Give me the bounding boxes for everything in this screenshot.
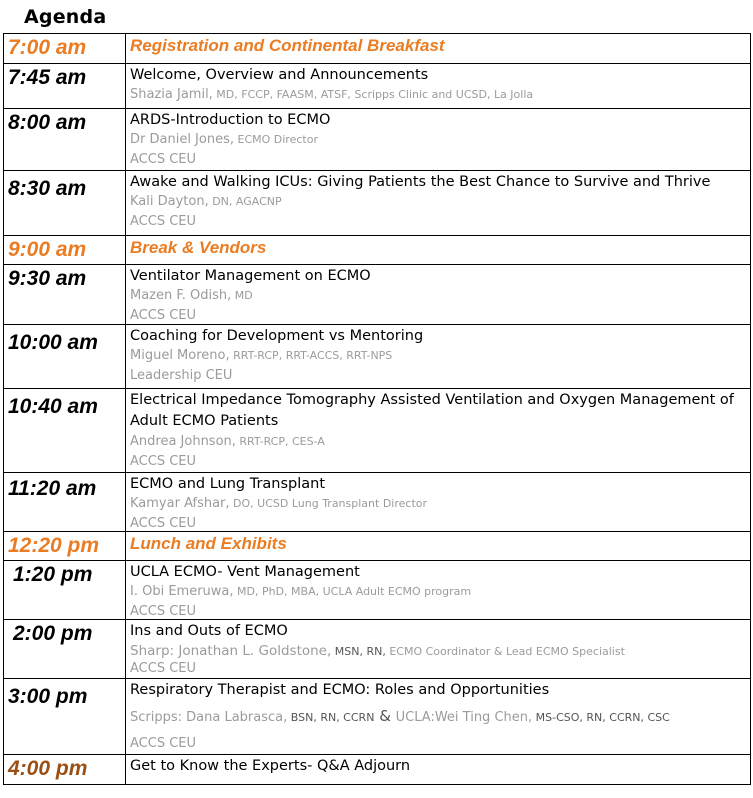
speaker-name: I. Obi Emeruwa,	[130, 584, 234, 599]
speaker-name: Andrea Johnson,	[130, 434, 236, 449]
speaker-credentials: ECMO Director	[234, 133, 318, 146]
session-title: UCLA ECMO- Vent Management	[130, 564, 360, 580]
session-ceu: ACCS CEU	[130, 214, 197, 229]
session-title: ECMO and Lung Transplant	[130, 476, 326, 492]
agenda-row	[3, 171, 751, 236]
session-time: 3:00 pm	[3, 679, 126, 754]
session-ceu: ACCS CEU	[130, 604, 197, 619]
speaker-credentials: DO, UCSD Lung Transplant Director	[229, 497, 428, 510]
session-details	[126, 34, 751, 63]
agenda-row	[3, 532, 751, 561]
session-title: Welcome, Overview and Announcements	[130, 67, 429, 83]
speaker-name: Kali Dayton,	[130, 194, 209, 209]
speaker-name: UCLA:Wei Ting Chen,	[395, 710, 533, 725]
session-details	[126, 755, 751, 784]
agenda-table	[3, 33, 751, 785]
session-time: 9:30 am	[3, 265, 126, 324]
session-time: 10:40 am	[3, 389, 126, 472]
agenda-row	[3, 561, 751, 620]
speaker-name: Kamyar Afshar,	[130, 496, 230, 511]
session-time: 7:45 am	[3, 64, 126, 108]
agenda-row	[3, 620, 751, 679]
session-speaker	[130, 706, 750, 728]
speaker-name: Dr Daniel Jones,	[130, 132, 234, 147]
session-time: 8:30 am	[3, 171, 126, 235]
session-details	[126, 325, 751, 388]
speaker-credentials: RRT-RCP, CES-A	[235, 435, 325, 448]
session-ceu: ACCS CEU	[130, 308, 197, 323]
agenda-row	[3, 389, 751, 473]
session-speaker	[130, 494, 750, 514]
session-details	[126, 109, 751, 170]
session-title: Electrical Impedance Tomography Assisted Ventilation and Oxygen Management of Adult ECMO Patients	[130, 392, 734, 429]
speaker-credentials: MSN, RN,	[331, 645, 386, 658]
speaker-credentials: DN, AGACNP	[208, 195, 282, 208]
agenda-row	[3, 325, 751, 389]
session-title: Awake and Walking ICUs: Giving Patients the Best Chance to Survive and Thrive	[130, 174, 711, 190]
agenda-row	[3, 34, 751, 64]
session-details	[126, 532, 751, 560]
session-time: 10:00 am	[3, 325, 126, 388]
agenda-row	[3, 473, 751, 532]
speaker-name: Sharp: Jonathan L. Goldstone,	[130, 643, 332, 659]
session-details	[126, 236, 751, 264]
session-speaker	[130, 582, 750, 602]
agenda-row	[3, 755, 751, 785]
session-details	[126, 265, 751, 324]
session-speaker	[130, 432, 750, 452]
session-details	[126, 679, 751, 754]
session-speaker	[130, 85, 750, 105]
session-ceu: ACCS CEU	[130, 736, 197, 751]
session-speaker	[130, 641, 750, 662]
session-title: ARDS-Introduction to ECMO	[130, 112, 331, 128]
session-title: Ventilator Management on ECMO	[130, 268, 371, 284]
speaker-joiner: &	[374, 707, 396, 725]
session-time: 7:00 am	[3, 34, 126, 63]
session-ceu: ACCS CEU	[130, 454, 197, 469]
agenda-row	[3, 109, 751, 171]
session-speaker	[130, 286, 750, 306]
session-time: 4:00 pm	[3, 755, 126, 784]
session-details	[126, 473, 751, 531]
session-title: Ins and Outs of ECMO	[130, 623, 288, 639]
speaker-credentials: MD, PhD, MBA, UCLA Adult ECMO program	[233, 585, 472, 598]
session-ceu: ACCS CEU	[130, 152, 197, 167]
session-ceu: ACCS CEU	[130, 661, 197, 676]
agenda-row	[3, 64, 751, 109]
session-time: 12:20 pm	[3, 532, 126, 560]
session-ceu: Leadership CEU	[130, 368, 233, 383]
speaker-name: Miguel Moreno,	[130, 348, 230, 363]
speaker-credentials: MS-CSO, RN, CCRN, CSC	[532, 711, 670, 724]
session-details	[126, 171, 751, 235]
session-title: Respiratory Therapist and ECMO: Roles and Opportunities	[130, 682, 550, 698]
speaker-credentials: MD	[231, 289, 253, 302]
speaker-name: Mazen F. Odish,	[130, 288, 232, 303]
session-title: Lunch and Exhibits	[130, 534, 287, 553]
speaker-name: Scripps: Dana Labrasca,	[130, 710, 288, 725]
agenda-title: Agenda	[24, 6, 107, 28]
session-details	[126, 561, 751, 619]
session-speaker	[130, 346, 750, 366]
session-time: 8:00 am	[3, 109, 126, 170]
session-details	[126, 64, 751, 108]
session-title: Get to Know the Experts- Q&A Adjourn	[130, 758, 411, 774]
session-title: Registration and Continental Breakfast	[130, 36, 445, 55]
agenda-row	[3, 265, 751, 325]
speaker-credentials: RRT-RCP, RRT-ACCS, RRT-NPS	[229, 349, 393, 362]
speaker-name: Shazia Jamil,	[130, 87, 213, 102]
session-time: 11:20 am	[3, 473, 126, 531]
session-details	[126, 389, 751, 472]
session-speaker	[130, 130, 750, 150]
agenda-row	[3, 679, 751, 755]
session-time: 1:20 pm	[3, 561, 126, 619]
speaker-role: ECMO Coordinator & Lead ECMO Specialist	[385, 645, 625, 658]
session-speaker	[130, 192, 750, 212]
session-time: 2:00 pm	[3, 620, 126, 678]
session-time: 9:00 am	[3, 236, 126, 264]
session-details	[126, 620, 751, 678]
session-title: Coaching for Development vs Mentoring	[130, 328, 424, 344]
speaker-credentials: MD, FCCP, FAASM, ATSF, Scripps Clinic and UCSD, La Jolla	[212, 88, 534, 101]
agenda-row	[3, 236, 751, 265]
session-ceu: ACCS CEU	[130, 516, 197, 531]
session-title: Break & Vendors	[130, 238, 267, 257]
speaker-credentials: BSN, RN, CCRN	[287, 711, 375, 724]
